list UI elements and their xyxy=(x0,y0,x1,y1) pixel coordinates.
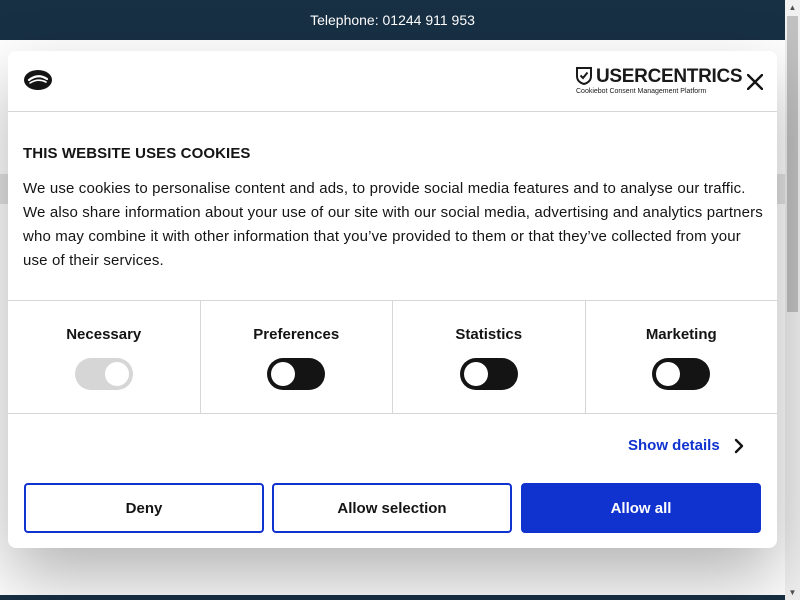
category-preferences xyxy=(201,301,394,413)
show-details-label[interactable]: Show details xyxy=(628,437,720,454)
scroll-thumb[interactable] xyxy=(787,16,798,312)
scroll-down-arrow-icon[interactable]: ▼ xyxy=(788,588,797,597)
statistics-toggle[interactable] xyxy=(460,358,518,390)
dialog-description: We use cookies to personalise content and ads, to provide social media features and to analyse our traffic. We also share information about your use of our site with our social media, advertising and analytics partners who may combine it with other information that you’ve provided to them or that they’ve collected from your use of their services. xyxy=(23,180,763,269)
usercentrics-tagline: Cookiebot Consent Management Platform xyxy=(576,88,707,95)
toggle-knob xyxy=(464,362,488,386)
allow-selection-button[interactable]: Allow selection xyxy=(272,483,512,533)
scroll-up-arrow-icon[interactable]: ▲ xyxy=(788,3,797,12)
cookie-consent-dialog xyxy=(8,51,777,548)
page-scrollbar[interactable] xyxy=(785,0,800,600)
usercentrics-wordmark: USERCENTRICS xyxy=(596,66,743,87)
dialog-heading: THIS WEBSITE USES COOKIES xyxy=(23,145,251,162)
dialog-content xyxy=(23,145,763,273)
allow-all-button[interactable]: Allow all xyxy=(521,483,761,533)
necessary-toggle xyxy=(75,358,133,390)
toggle-knob xyxy=(656,362,680,386)
dialog-header xyxy=(8,51,777,112)
category-label: Necessary xyxy=(66,326,142,343)
deny-button[interactable]: Deny xyxy=(24,483,264,533)
cookie-categories xyxy=(8,300,777,414)
show-details-link[interactable] xyxy=(628,437,744,454)
close-icon[interactable] xyxy=(747,74,763,90)
toggle-knob xyxy=(271,362,295,386)
cookiebot-logo-icon xyxy=(23,69,53,96)
telephone-text: Telephone: 01244 911 953 xyxy=(310,12,475,28)
category-necessary xyxy=(8,301,201,413)
category-label: Statistics xyxy=(455,326,523,343)
close-button[interactable] xyxy=(744,71,766,93)
usercentrics-shield-icon xyxy=(576,67,592,85)
preferences-toggle[interactable] xyxy=(267,358,325,390)
category-label: Marketing xyxy=(645,326,717,343)
category-statistics xyxy=(393,301,586,413)
top-contact-bar xyxy=(0,0,785,40)
page-footer-strip xyxy=(0,595,785,600)
chevron-right-icon[interactable] xyxy=(734,438,744,454)
category-marketing xyxy=(586,301,778,413)
toggle-knob xyxy=(105,362,129,386)
marketing-toggle[interactable] xyxy=(652,358,710,390)
category-label: Preferences xyxy=(253,326,340,343)
